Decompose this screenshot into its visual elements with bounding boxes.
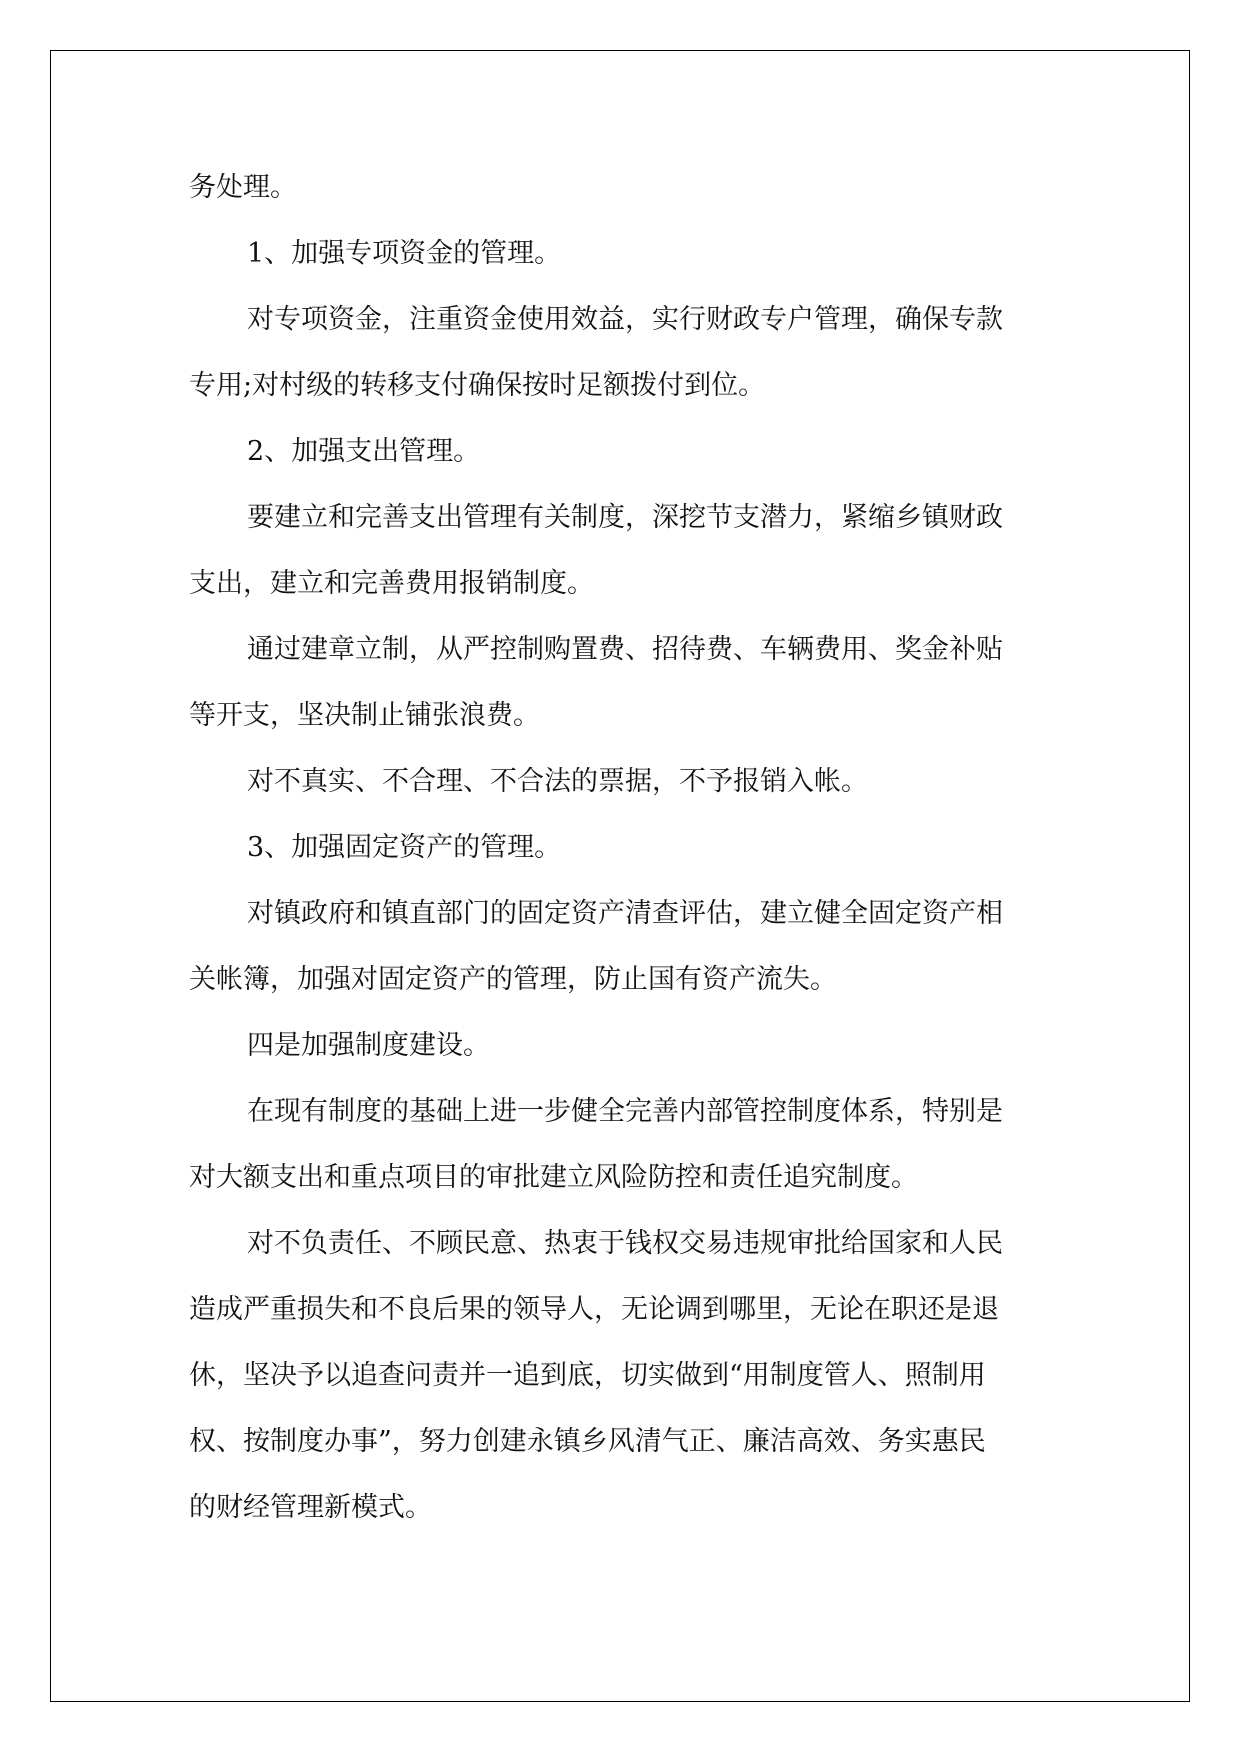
paragraph bbox=[189, 815, 1059, 881]
text-line: 的财经管理新模式。 bbox=[189, 1492, 432, 1523]
text-line: 2、加强支出管理。 bbox=[247, 436, 481, 467]
paragraph bbox=[189, 1013, 1059, 1079]
paragraph bbox=[189, 1211, 1059, 1541]
text-line: 关帐簿，加强对固定资产的管理，防止国有资产流失。 bbox=[189, 964, 837, 995]
paragraph bbox=[189, 221, 1059, 287]
paragraph bbox=[189, 881, 1059, 1013]
text-line: 对镇政府和镇直部门的固定资产清查评估，建立健全固定资产相 bbox=[247, 898, 1003, 929]
paragraph bbox=[189, 1079, 1059, 1211]
text-line: 务处理。 bbox=[189, 172, 297, 203]
paragraph bbox=[189, 485, 1059, 617]
text-line: 休，坚决予以追查问责并一追到底，切实做到“用制度管人、照制用 bbox=[189, 1360, 986, 1391]
text-line: 要建立和完善支出管理有关制度，深挖节支潜力，紧缩乡镇财政 bbox=[247, 502, 1003, 533]
text-line: 对专项资金，注重资金使用效益，实行财政专户管理，确保专款 bbox=[247, 304, 1003, 335]
paragraph bbox=[189, 155, 1059, 221]
paragraph bbox=[189, 419, 1059, 485]
text-line: 造成严重损失和不良后果的领导人，无论调到哪里，无论在职还是退 bbox=[189, 1294, 999, 1325]
text-line: 支出，建立和完善费用报销制度。 bbox=[189, 568, 594, 599]
paragraph bbox=[189, 749, 1059, 815]
text-line: 专用;对村级的转移支付确保按时足额拨付到位。 bbox=[189, 370, 766, 401]
text-line: 权、按制度办事”，努力创建永镇乡风清气正、廉洁高效、务实惠民 bbox=[189, 1426, 986, 1457]
text-line: 通过建章立制，从严控制购置费、招待费、车辆费用、奖金补贴 bbox=[247, 634, 1003, 665]
text-line: 对不真实、不合理、不合法的票据，不予报销入帐。 bbox=[247, 766, 868, 797]
text-line: 1、加强专项资金的管理。 bbox=[247, 238, 562, 269]
text-line: 在现有制度的基础上进一步健全完善内部管控制度体系，特别是 bbox=[247, 1096, 1003, 1127]
paragraph bbox=[189, 617, 1059, 749]
document-body bbox=[189, 155, 1059, 1541]
paragraph bbox=[189, 287, 1059, 419]
text-line: 等开支，坚决制止铺张浪费。 bbox=[189, 700, 540, 731]
text-line: 四是加强制度建设。 bbox=[247, 1030, 490, 1061]
text-line: 对不负责任、不顾民意、热衷于钱权交易违规审批给国家和人民 bbox=[247, 1228, 1003, 1259]
text-line: 对大额支出和重点项目的审批建立风险防控和责任追究制度。 bbox=[189, 1162, 918, 1193]
text-line: 3、加强固定资产的管理。 bbox=[247, 832, 562, 863]
